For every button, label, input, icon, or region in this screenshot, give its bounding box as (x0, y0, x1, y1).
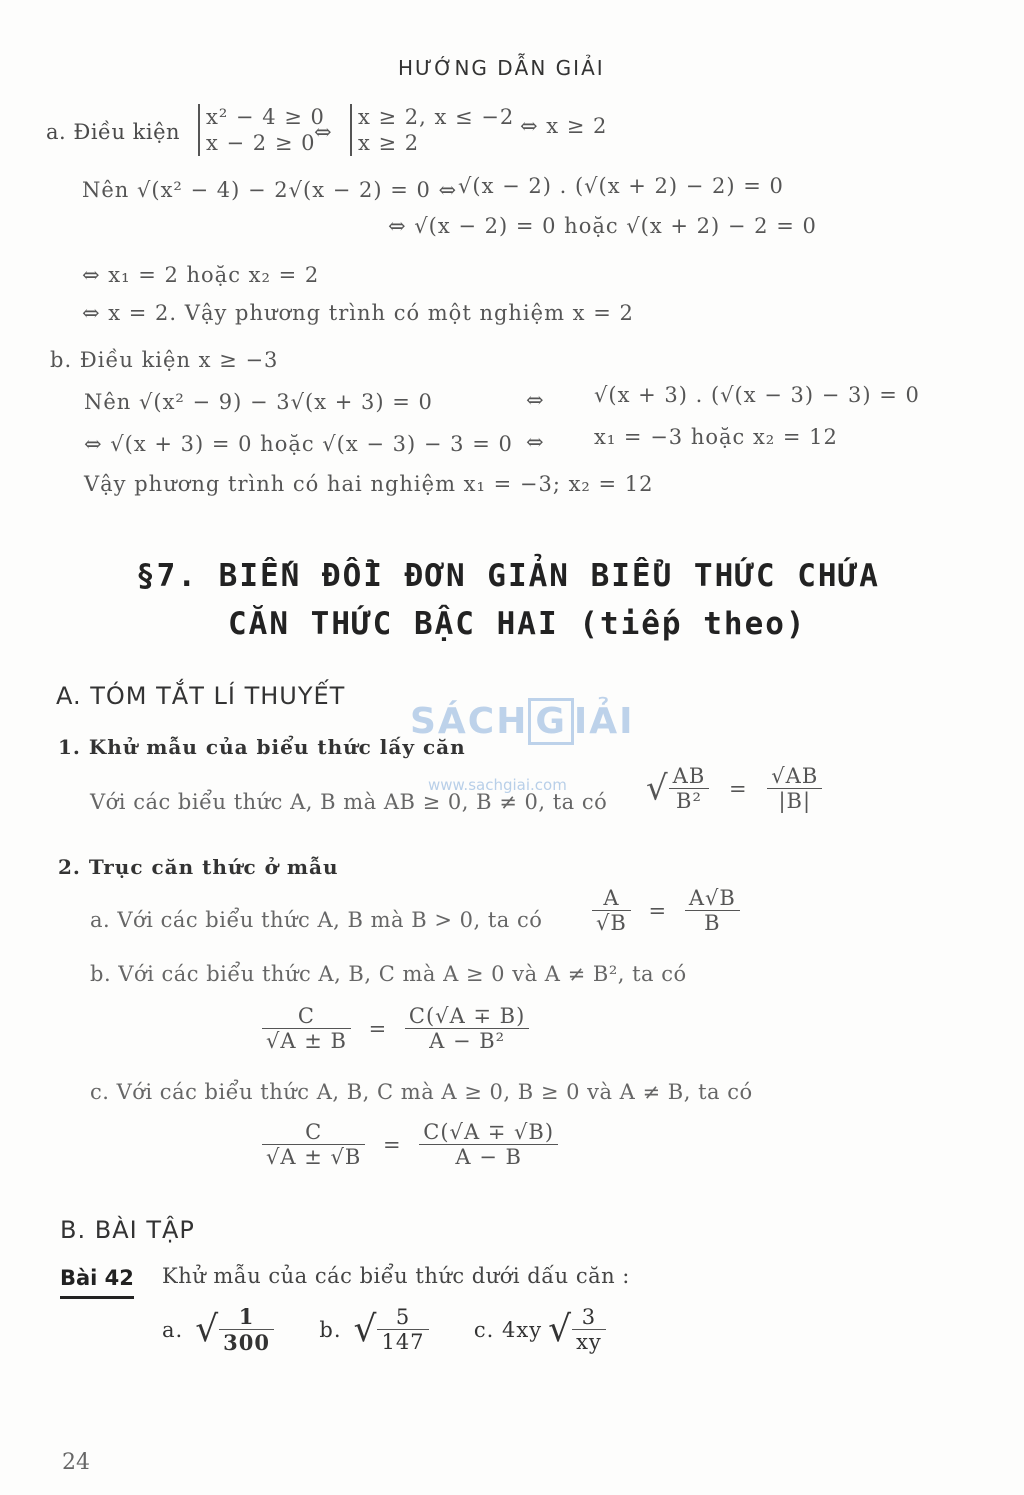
chapter-title-line-1: §7. BIẾN ĐỔI ĐƠN GIẢN BIỂU THỨC CHỨA (136, 558, 880, 594)
theory-1-title: 1. Khử mẫu của biểu thức lấy căn (58, 735, 466, 759)
exercise-42-items (162, 1304, 606, 1355)
theory-2b-formula (262, 1004, 529, 1053)
theory-2c-lhs-den: √A ± √B (266, 1145, 362, 1169)
theory-1-formula (646, 764, 822, 813)
theory-1-lhs-den: B² (676, 789, 702, 813)
theory-2b-lhs (262, 1004, 351, 1053)
page-number: 24 (62, 1450, 90, 1475)
theory-2c-rhs (419, 1120, 558, 1169)
exercise-42-b-den: 147 (381, 1330, 425, 1354)
part-b-line-3-mid: ⇔ (526, 430, 545, 454)
theory-2a-rhs-num: A√B (685, 886, 740, 911)
sqrt-sign-icon: √ (548, 1309, 573, 1350)
part-a-system-1 (198, 104, 325, 156)
theory-2c-rhs-num: C(√A ∓ √B) (419, 1120, 558, 1145)
part-b-line-2-mid: ⇔ (526, 388, 545, 412)
part-b-line-1: b. Điều kiện x ≥ −3 (50, 348, 279, 372)
theory-1-rhs-den: |B| (778, 789, 812, 813)
part-a-line-5: ⇔ x = 2. Vậy phương trình có một nghiệm x = 2 (82, 301, 634, 325)
theory-2b-rhs-den: A − B² (429, 1029, 506, 1053)
theory-1-lhs (669, 764, 710, 813)
theory-1-eq: = (728, 776, 748, 801)
part-b-line-3-left: ⇔ √(x + 3) = 0 hoặc √(x − 3) − 3 = 0 (84, 432, 513, 456)
exercise-42-c-den: xy (576, 1330, 602, 1354)
page-header: HƯỚNG DẪN GIẢI (398, 56, 605, 80)
theory-2c-lhs (262, 1120, 365, 1169)
theory-1-lhs-num: AB (669, 764, 710, 789)
theory-2a-lhs-den: √B (596, 911, 627, 935)
system-2-line-1: x ≥ 2, x ≤ −2 (358, 105, 515, 129)
theory-2a-lhs (592, 886, 631, 935)
sqrt-sign-icon: √ (195, 1309, 220, 1350)
section-a-heading: A. TÓM TẮT LÍ THUYẾT (56, 682, 346, 710)
theory-2b-text: b. Với các biểu thức A, B, C mà A ≥ 0 và A ≠ B², ta có (90, 962, 687, 986)
part-a-line-3: ⇔ √(x − 2) = 0 hoặc √(x + 2) − 2 = 0 (388, 214, 817, 238)
part-b-line-4: Vậy phương trình có hai nghiệm x₁ = −3; x₂ = 12 (84, 472, 654, 496)
sqrt-sign-icon: √ (353, 1309, 378, 1350)
watermark-name-left: SÁCH (410, 701, 529, 742)
exercise-42-a-label: a. (162, 1317, 184, 1342)
theory-2a-rhs (685, 886, 740, 935)
part-a-condition-result: ⇔ x ≥ 2 (520, 114, 608, 138)
system-2-line-2: x ≥ 2 (358, 131, 420, 155)
exercise-42-b-label: b. (319, 1317, 342, 1342)
exercise-42-c-label: c. 4xy (473, 1317, 543, 1342)
section-b-heading: B. BÀI TẬP (60, 1216, 195, 1244)
theory-2a-rhs-den: B (704, 911, 721, 935)
part-a-line-4: ⇔ x₁ = 2 hoặc x₂ = 2 (82, 263, 320, 287)
theory-2c-formula (262, 1120, 558, 1169)
watermark-name-right: IẢI (573, 701, 635, 742)
part-a-system-2 (350, 104, 514, 156)
theory-2b-rhs-num: C(√A ∓ B) (405, 1004, 529, 1029)
exercise-42-label: Bài 42 (60, 1266, 134, 1299)
sqrt-sign-icon: √ (646, 768, 669, 809)
theory-2c-lhs-num: C (262, 1120, 365, 1145)
theory-2c-text: c. Với các biểu thức A, B, C mà A ≥ 0, B ≥ 0 và A ≠ B, ta có (90, 1080, 753, 1104)
part-a-label: a. Điều kiện (46, 120, 181, 144)
exercise-42-c-num: 3 (572, 1305, 606, 1330)
exercise-42-text: Khử mẫu của các biểu thức dưới dấu căn : (162, 1264, 630, 1288)
watermark-url: www.sachgiai.com (428, 776, 567, 794)
theory-2a-lhs-num: A (592, 886, 631, 911)
theory-1-rhs-num: √AB (767, 764, 822, 789)
system-1-line-1: x² − 4 ≥ 0 (206, 105, 325, 129)
chapter-title-line-2: CĂN THỨC BẬC HAI (tiếp theo) (228, 606, 807, 642)
theory-2a-formula (592, 886, 740, 935)
exercise-42-a-frac (219, 1304, 274, 1355)
part-b-line-2-left: Nên √(x² − 9) − 3√(x + 3) = 0 (84, 390, 433, 414)
part-a-line-2-right: √(x − 2) . (√(x + 2) − 2) = 0 (458, 174, 784, 198)
exercise-42-b-frac (377, 1305, 428, 1354)
part-b-line-2-right: √(x + 3) . (√(x − 3) − 3) = 0 (594, 383, 920, 407)
theory-2b-eq: = (368, 1016, 388, 1041)
theory-2b-lhs-num: C (262, 1004, 351, 1029)
exercise-42-c-frac (572, 1305, 606, 1354)
exercise-42-a-num: 1 (219, 1304, 274, 1330)
equiv-arrow: ⇔ (314, 120, 333, 144)
exercise-42-b-num: 5 (377, 1305, 428, 1330)
theory-1-rhs (767, 764, 822, 813)
theory-2b-lhs-den: √A ± B (266, 1029, 347, 1053)
theory-2c-eq: = (383, 1132, 402, 1157)
exercise-42-a-den: 300 (223, 1330, 270, 1355)
theory-2a-eq: = (648, 898, 668, 923)
part-b-line-3-right: x₁ = −3 hoặc x₂ = 12 (594, 425, 838, 449)
theory-1-text: Với các biểu thức A, B mà AB ≥ 0, B ≠ 0, ta có (90, 790, 608, 814)
watermark-name-box: G (528, 698, 574, 745)
theory-2-title: 2. Trục căn thức ở mẫu (58, 855, 339, 879)
theory-2b-rhs (405, 1004, 529, 1053)
theory-2a-text: a. Với các biểu thức A, B mà B > 0, ta có (90, 908, 543, 932)
theory-2c-rhs-den: A − B (455, 1145, 522, 1169)
system-1-line-2: x − 2 ≥ 0 (206, 131, 316, 155)
part-a-line-2-left: Nên √(x² − 4) − 2√(x − 2) = 0 ⇔ (82, 178, 458, 202)
